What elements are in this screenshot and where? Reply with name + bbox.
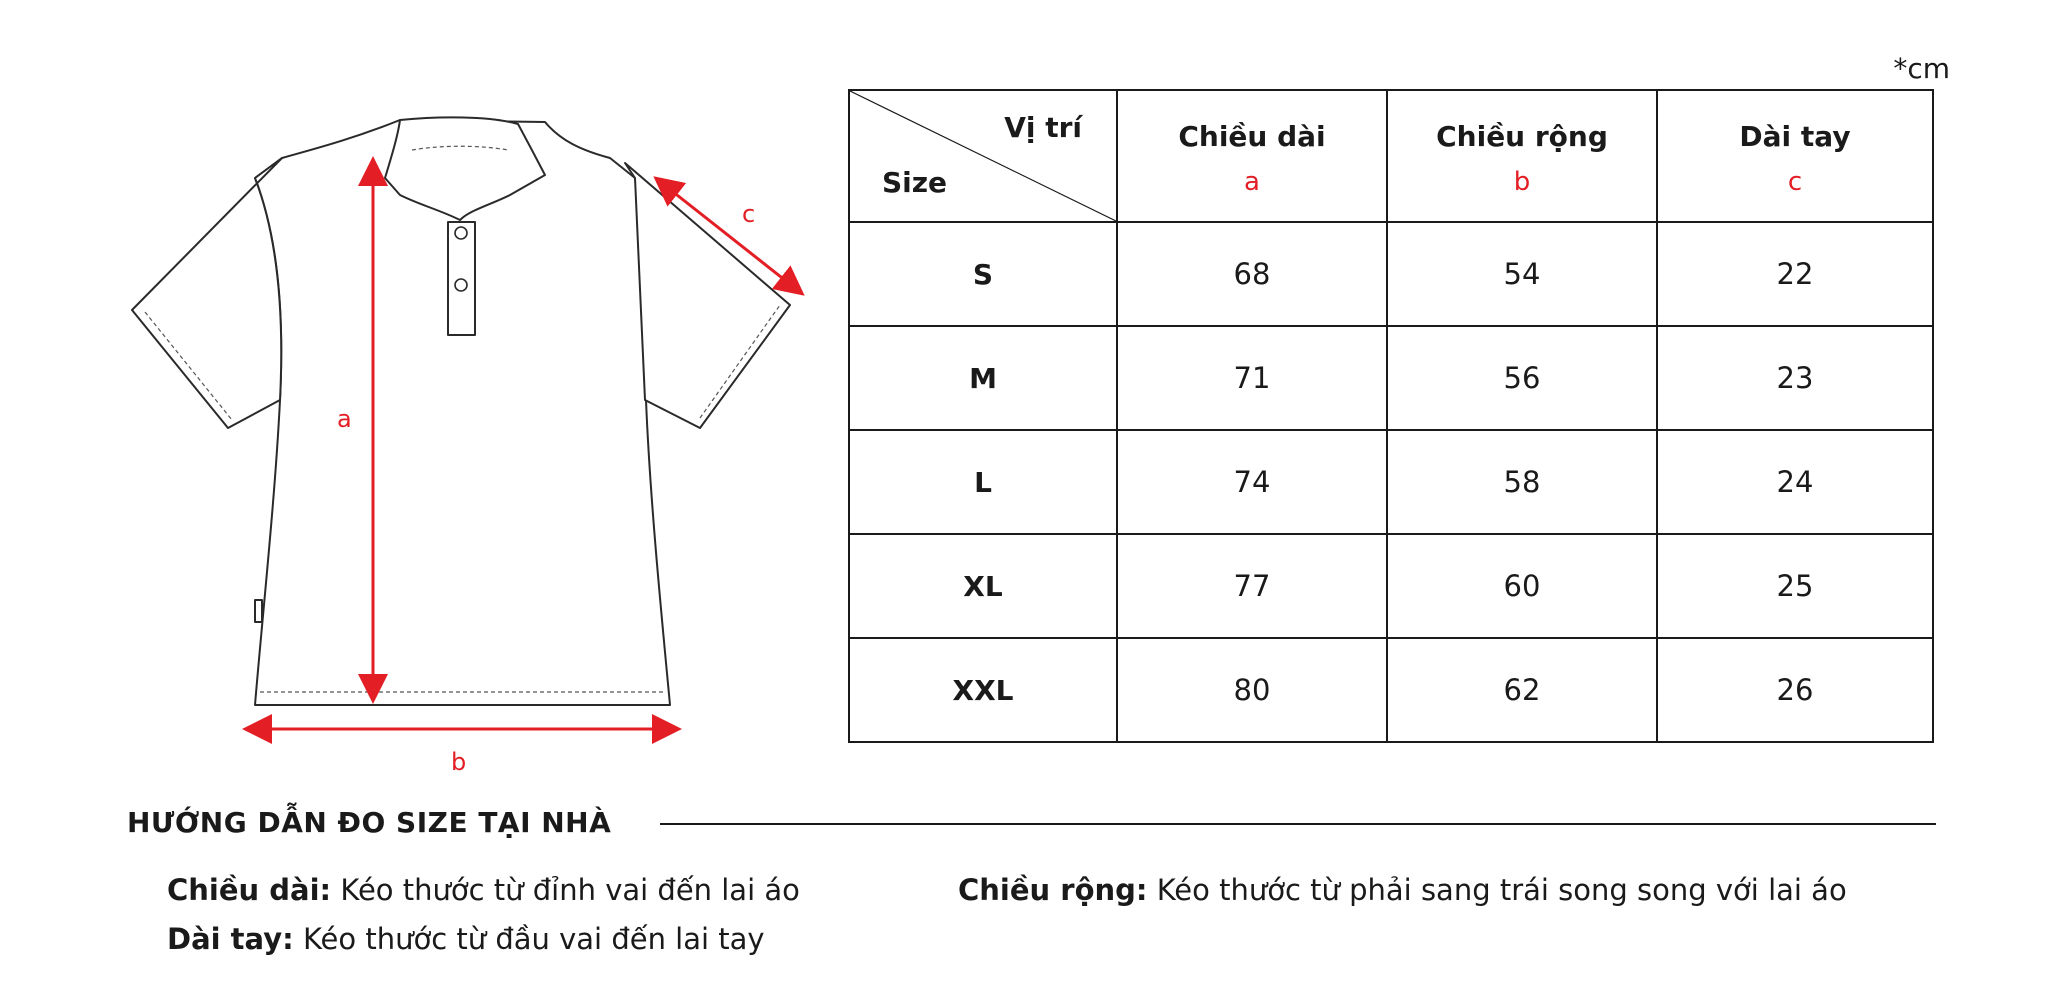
table-row (849, 222, 1933, 326)
button-bottom-icon (455, 279, 467, 291)
value-cell: 24 (1657, 430, 1933, 534)
table-row (849, 638, 1933, 742)
column-letter: a (1244, 166, 1260, 197)
label-c: c (742, 200, 756, 228)
column-header-width (1387, 90, 1657, 222)
column-title: Chiều dài (1178, 119, 1326, 153)
column-letter: b (1513, 166, 1531, 197)
value-cell: 25 (1657, 534, 1933, 638)
guide-sleeve-label: Dài tay: (167, 922, 294, 956)
value-cell: 56 (1387, 326, 1657, 430)
value-cell: 54 (1387, 222, 1657, 326)
size-chart-table (848, 89, 1934, 743)
value-cell: 23 (1657, 326, 1933, 430)
guide-sleeve (167, 922, 765, 956)
column-title: Chiều rộng (1436, 119, 1608, 153)
corner-position-label: Vị trí (1004, 111, 1082, 144)
guide-title: HƯỚNG DẪN ĐO SIZE TẠI NHÀ (127, 806, 612, 839)
value-cell: 71 (1117, 326, 1387, 430)
table-header-row (849, 90, 1933, 222)
guide-length-text: Kéo thước từ đỉnh vai đến lai áo (331, 873, 800, 907)
size-cell: XXL (849, 638, 1117, 742)
value-cell: 68 (1117, 222, 1387, 326)
guide-length (167, 873, 800, 907)
size-cell: XL (849, 534, 1117, 638)
guide-divider (660, 823, 1936, 825)
label-a: a (337, 405, 352, 433)
polo-shirt-diagram (0, 0, 860, 800)
column-letter: c (1787, 166, 1803, 197)
table-row (849, 326, 1933, 430)
label-b: b (451, 748, 467, 776)
unit-note: *cm (1893, 52, 1950, 85)
corner-size-label: Size (882, 166, 948, 199)
table-row (849, 430, 1933, 534)
value-cell: 80 (1117, 638, 1387, 742)
guide-length-label: Chiều dài: (167, 873, 332, 907)
column-header-length (1117, 90, 1387, 222)
size-cell: M (849, 326, 1117, 430)
corner-cell (849, 90, 1117, 222)
size-cell: S (849, 222, 1117, 326)
size-cell: L (849, 430, 1117, 534)
column-header-sleeve (1657, 90, 1933, 222)
value-cell: 62 (1387, 638, 1657, 742)
value-cell: 58 (1387, 430, 1657, 534)
guide-width (958, 873, 1847, 907)
guide-width-text: Kéo thước từ phải sang trái song song với lai áo (1147, 873, 1847, 907)
guide-width-label: Chiều rộng: (958, 873, 1148, 907)
value-cell: 60 (1387, 534, 1657, 638)
value-cell: 22 (1657, 222, 1933, 326)
guide-sleeve-text: Kéo thước từ đầu vai đến lai tay (293, 922, 765, 956)
value-cell: 26 (1657, 638, 1933, 742)
table-row (849, 534, 1933, 638)
button-top-icon (455, 227, 467, 239)
value-cell: 74 (1117, 430, 1387, 534)
value-cell: 77 (1117, 534, 1387, 638)
column-title: Dài tay (1739, 119, 1851, 153)
